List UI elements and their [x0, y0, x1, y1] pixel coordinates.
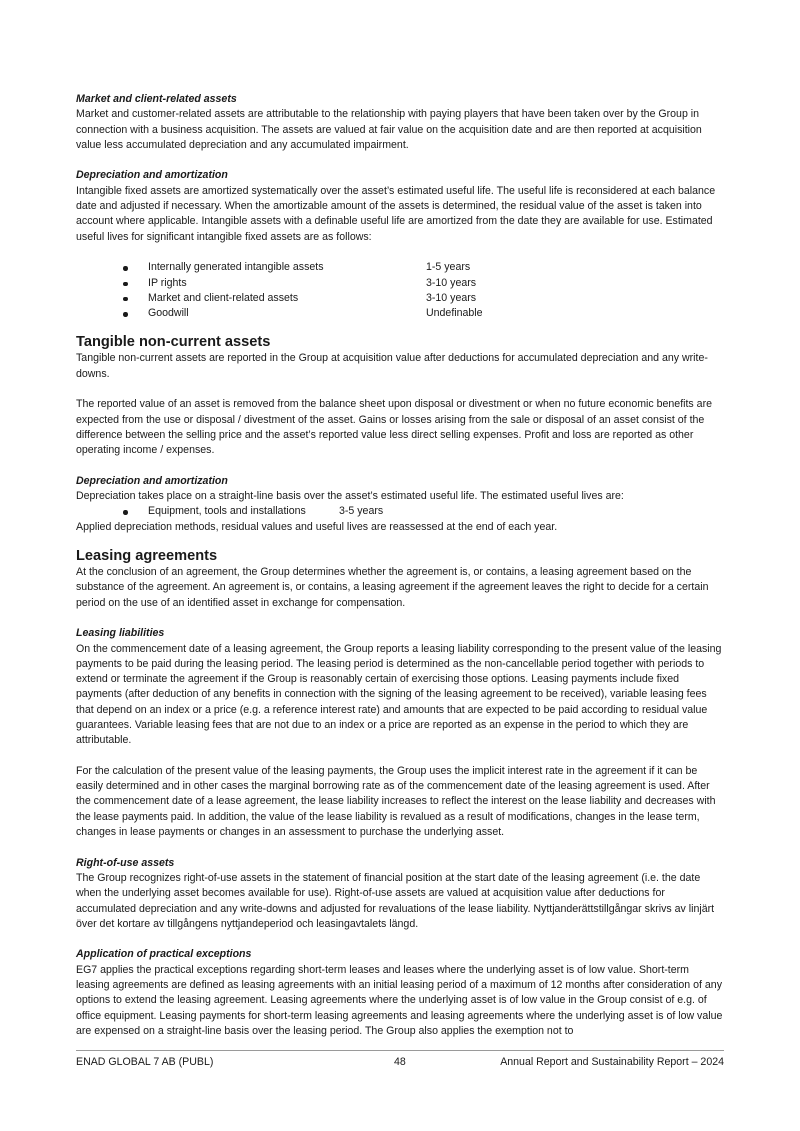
useful-lives-list	[76, 260, 724, 321]
bullet-icon	[123, 282, 128, 287]
section-heading-market: Market and client-related assets	[76, 93, 237, 105]
paragraph-liabilities-1: On the commencement date of a leasing agreement, the Group reports a leasing liability corresponding to the present value of the leasing payments to be paid during the leasing period. The leasing period is determined as the non-cancellable period together with periods to extend or terminate the agreement if the Group is reasonably certain of exercising those options. Leasing payments include fixed payments (after deduction of any benefits in connection with the signing of the leasing agreement to be received), variable leasing fees that depend on an index or a price (e.g. a reference interest rate) and amounts that are expected to be paid according to residual value guarantees. Variable leasing fees that are not due to an index or a price are reported as an expense in the period to which they are attributable.	[76, 642, 722, 747]
paragraph-liabilities-2: For the calculation of the present value of the leasing payments, the Group uses the implicit interest rate in the agreement if it can be easily determined and in other cases the marginal borrowing rate as of the commencement date of the leasing agreement is used. After the commencement date of a lease agreement, the lease liability increases to reflect the interest on the lease liability and decreases with the lease payments paid. In addition, the value of the lease liability is revalued as a result of modifications, changes in the lease term, changes in lease payments or changes in an assessment to purchase the underlying asset.	[76, 764, 716, 839]
paragraph-depreciation-intangible: Intangible fixed assets are amortized systematically over the asset’s estimated useful life. The useful life is reconsidered at each balance date and adjusted if necessary. When the amortizable amount of the assets is determined, the residual value of the asset is taken into account where applicable. Intangible assets with a definable useful life are amortized from the date they are available for use. Estimated useful lives for significant intangible fixed assets are as follows:	[76, 184, 716, 243]
paragraph-leasing: At the conclusion of an agreement, the Group determines whether the agreement is, or contains, a leasing agreement based on the substance of the agreement. An agreement is, or contains, a leasing agreement if the agreement leaves the right to decide for a certain period on the use of an identified asset in exchange for compensation.	[76, 566, 709, 609]
list-item: IP rights 3-10 years	[76, 276, 724, 291]
page-footer	[76, 1050, 724, 1071]
bullet-icon	[123, 510, 128, 515]
section-heading-depreciation-intangible: Depreciation and amortization	[76, 169, 228, 182]
document-page	[76, 92, 724, 1039]
section-heading-leasing-liabilities: Leasing liabilities	[76, 627, 165, 640]
section-title-leasing: Leasing agreements	[76, 548, 218, 565]
bullet-icon	[123, 297, 128, 302]
section-heading-practical-exceptions: Application of practical exceptions	[76, 948, 252, 961]
section-heading-depreciation-tangible: Depreciation and amortization	[76, 474, 228, 487]
paragraph-depreciation-tangible: Depreciation takes place on a straight-line basis over the asset’s estimated useful life. The estimated useful lives are:	[76, 490, 624, 503]
paragraph-tangible-1: Tangible non-current assets are reported in the Group at acquisition value after deductions for accumulated depreciation and any write-downs.	[76, 352, 708, 380]
footer-company: ENAD GLOBAL 7 AB (PUBL)	[76, 1056, 214, 1068]
list-item: Internally generated intangible assets 1-5 years	[76, 260, 724, 275]
paragraph-right-of-use: The Group recognizes right-of-use assets in the statement of financial position at the start date of the leasing agreement (i.e. the date when the underlying asset becomes available for use). Right-of-use assets are valued at acquisition value after deductions for accumulated depreciation and any write-downs and adjusted for revaluations of the lease liability. Nyttjanderättstillgångar skrivs av linjärt över det kortare av tillgångens nyttjandeperiod och leasingavtalets längd.	[76, 871, 715, 930]
list-item: Equipment, tools and installations 3-5 years	[76, 504, 724, 519]
paragraph-practical-exceptions: EG7 applies the practical exceptions regarding short-term leases and leases where the underlying asset is of low value. Short-term leasing agreements are defined as leasing agreements with an initial leasing period of a maximum of 12 months after consideration of any options to extend the leasing agreement. Leasing agreements where the underlying asset is of low value in the Group consist of e.g. of office equipment. Leasing payments for short-term leasing agreements and leasing agreements where the underlying asset is of low value are expensed on a straight-line basis over the leasing period. The Group also applies the exemption not to	[76, 963, 723, 1037]
equipment-list	[76, 504, 724, 519]
footer-page-number: 48	[394, 1056, 406, 1068]
footer-report-title: Annual Report and Sustainability Report – 2024	[500, 1056, 724, 1068]
paragraph-tangible-2: The reported value of an asset is removed from the balance sheet upon disposal or divestment or when no future economic benefits are expected from the use or disposal / divestment of the asset. Gains or losses arising from the sale or disposal of an asset consist of the difference between the selling price and the asset’s reported value less direct selling expenses. Profit and loss are reported as other operating income / expenses.	[76, 398, 712, 457]
section-title-tangible: Tangible non-current assets	[76, 334, 271, 351]
bullet-icon	[123, 266, 128, 271]
paragraph-market: Market and customer-related assets are attributable to the relationship with paying players that have been taken over by the Group in connection with a business acquisition. The assets are valued at fair value on the acquisition date and are then reported at acquisition value less accumulated depreciation and any accumulated impairment.	[76, 108, 702, 151]
bullet-icon	[123, 312, 128, 317]
paragraph-depreciation-reassessed: Applied depreciation methods, residual values and useful lives are reassessed at the end of each year.	[76, 520, 558, 533]
list-item: Market and client-related assets 3-10 years	[76, 291, 724, 306]
list-item: Goodwill Undefinable	[76, 306, 724, 321]
section-heading-right-of-use: Right-of-use assets	[76, 856, 175, 869]
